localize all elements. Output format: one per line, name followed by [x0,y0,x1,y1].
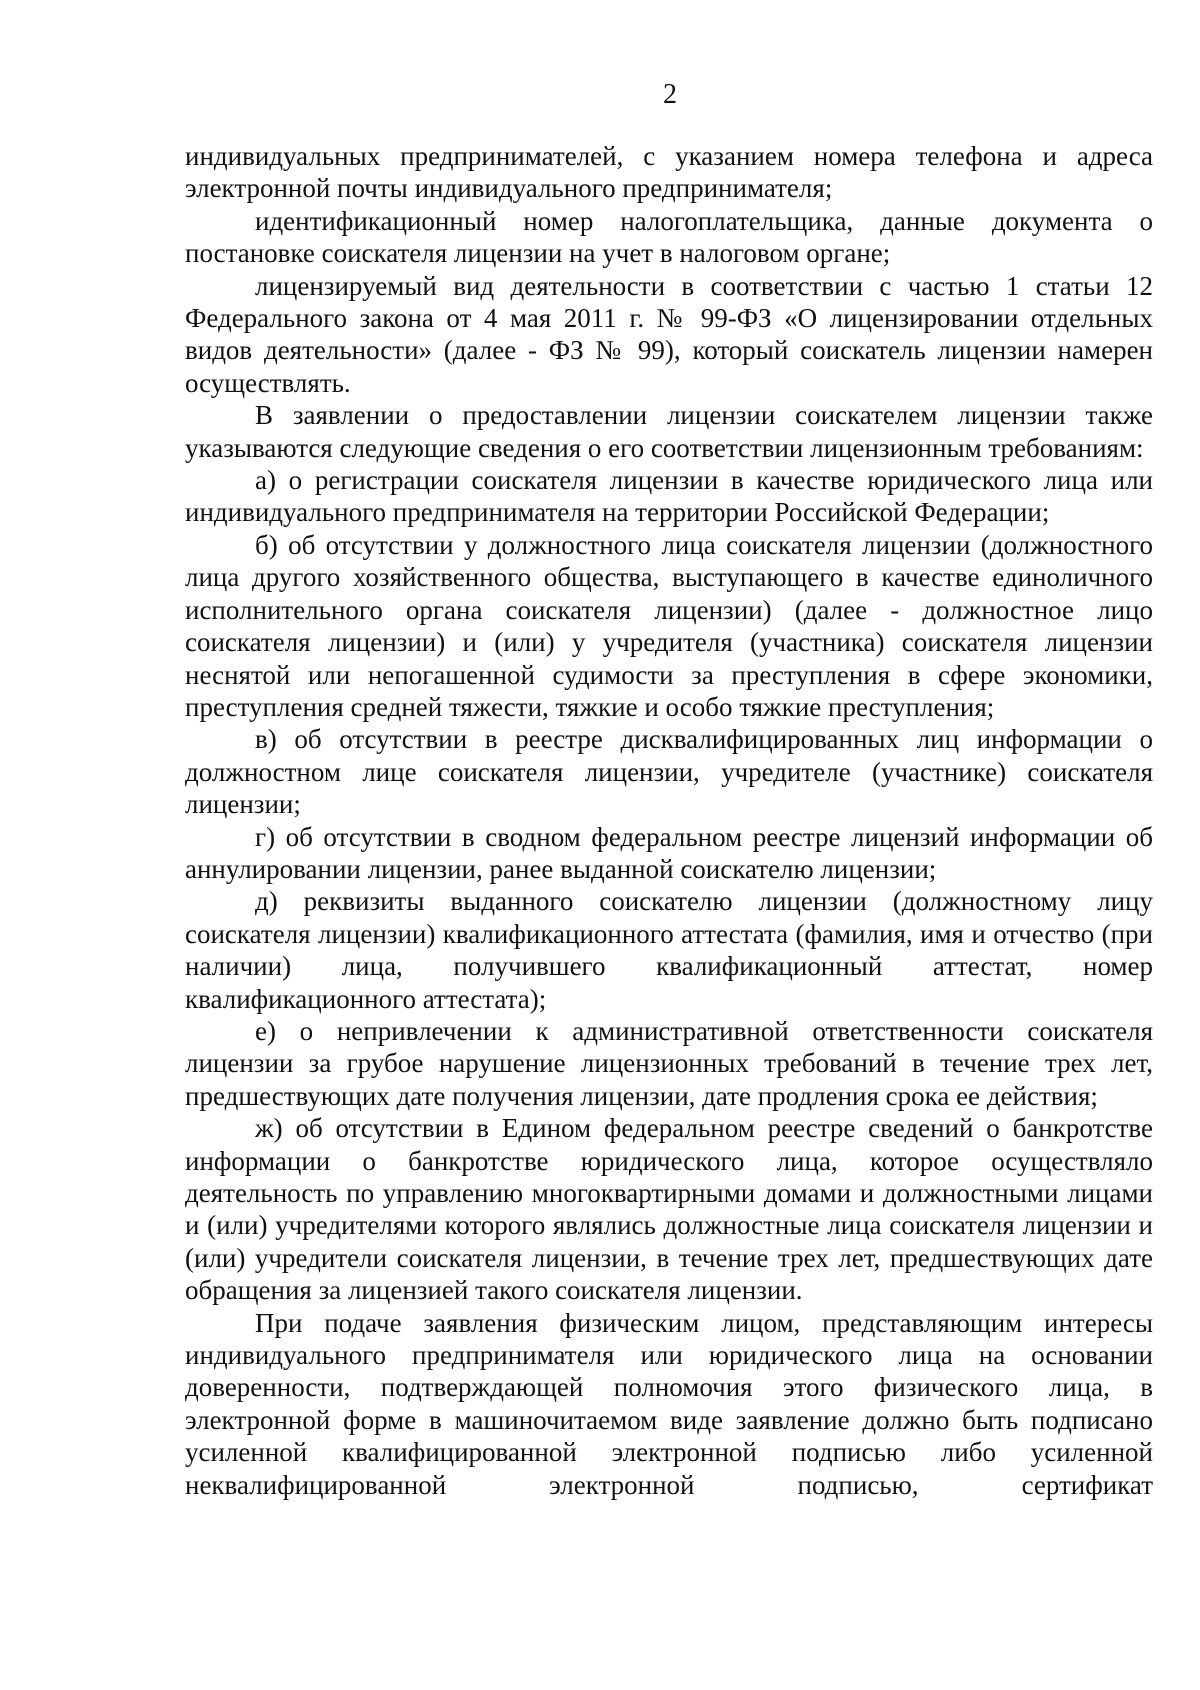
paragraph-electronic-signature: При подаче заявления физическим лицом, представляющим интересы индивидуального предпринимателя или юридического лица на основании доверенности, подтверждающей полномочия этого физического лица, в электронной форме в машиночитаемом виде заявление должно быть подписано усиленной квалифицированной электронной подписью либо усиленной неквалифицированной электронной подписью, сертификат [185,1307,1153,1500]
document-body [185,140,1153,1501]
list-item-a: а) о регистрации соискателя лицензии в качестве юридического лица или индивидуального предпринимателя на территории Российской Федерации; [185,465,1153,528]
list-item-d: д) реквизиты выданного соискателю лицензии (должностному лицу соискателя лицензии) квалификационного аттестата (фамилия, имя и отчество (при наличии) лица, получившего квалификационный аттестат, номер квалификационного аттестата); [185,886,1153,1014]
list-item-b: б) об отсутствии у должностного лица соискателя лицензии (должностного лица другого хозяйственного общества, выступающего в качестве единоличного исполнительного органа соискателя лицензии) (далее - должностное лицо соискателя лицензии) и (или) у учредителя (участника) соискателя лицензии неснятой или непогашенной судимости за преступления в сфере экономики, преступления средней тяжести, тяжкие и особо тяжкие преступления; [185,529,1153,722]
paragraph-requirements-intro: В заявлении о предоставлении лицензии соискателем лицензии также указываются следующие сведения о его соответствии лицензионным требованиям: [185,400,1153,463]
list-item-e: е) о непривлечении к административной ответственности соискателя лицензии за грубое нарушение лицензионных требований в течение трех лет, предшествующих дате получения лицензии, дате продления срока ее действия; [185,1015,1153,1111]
list-item-v: в) об отсутствии в реестре дисквалифицированных лиц информации о должностном лице соискателя лицензии, учредителе (участнике) соискателя лицензии; [185,724,1153,820]
paragraph-licensed-activity: лицензируемый вид деятельности в соответствии с частью 1 статьи 12 Федерального закона от 4 мая 2011 г. № 99-ФЗ «О лицензировании отдельных видов деятельности» (далее - ФЗ № 99), который соискатель лицензии намерен осуществлять. [185,270,1153,398]
page-number: 2 [663,79,677,110]
list-item-g: г) об отсутствии в сводном федеральном реестре лицензий информации об аннулировании лицензии, ранее выданной соискателю лицензии; [185,821,1153,884]
paragraph-continuation: индивидуальных предпринимателей, с указанием номера телефона и адреса электронной почты индивидуального предпринимателя; [185,141,1153,204]
list-item-zh: ж) об отсутствии в Едином федеральном реестре сведений о банкротстве информации о банкротстве юридического лица, которое осуществляло деятельность по управлению многоквартирными домами и должностными лицами и (или) учредителями которого являлись должностные лица соискателя лицензии и (или) учредители соискателя лицензии, в течение трех лет, предшествующих дате обращения за лицензией такого соискателя лицензии. [185,1113,1153,1306]
paragraph-inn: идентификационный номер налогоплательщика, данные документа о постановке соискателя лицензии на учет в налоговом органе; [185,205,1153,269]
